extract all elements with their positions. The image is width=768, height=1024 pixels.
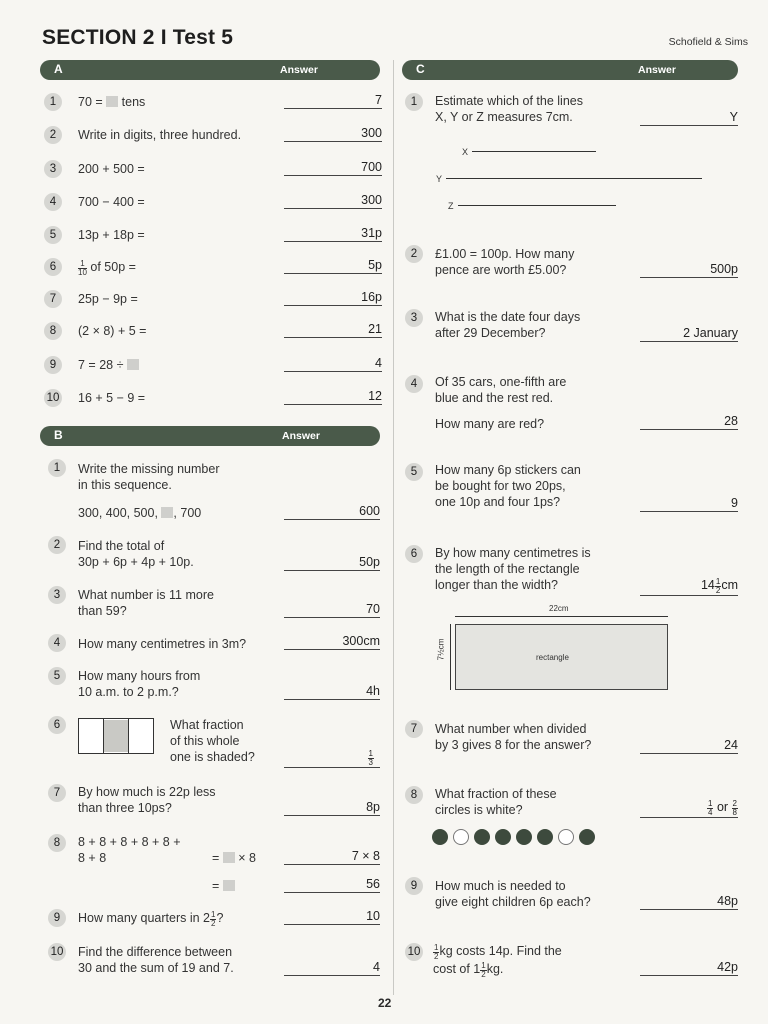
answer-field[interactable]: 12 (284, 389, 382, 405)
question-number: 8 (405, 786, 423, 804)
answer-field[interactable]: 28 (640, 414, 738, 430)
answer-field[interactable]: 42p (640, 960, 738, 976)
question-text: longer than the width? (435, 578, 559, 592)
question-number: 1 (405, 93, 423, 111)
answer-field[interactable]: 500p (640, 262, 738, 278)
answer-field[interactable]: 50p (284, 555, 380, 571)
question-b4: How many centimetres in 3m? (78, 637, 247, 651)
question-number: 6 (405, 545, 423, 563)
question-b1 (78, 461, 220, 493)
answer-field[interactable]: 2 January (640, 326, 738, 342)
fraction-numerator: 1 (434, 943, 439, 952)
shaded-circle (474, 829, 490, 845)
fraction-numerator: 1 (78, 260, 87, 269)
answer-field[interactable]: 7 (284, 93, 382, 109)
question-text: What fraction (170, 718, 244, 732)
fraction-denominator: 10 (78, 268, 87, 277)
divider-line (128, 718, 129, 754)
blank-box (106, 96, 118, 107)
question-text: than three 10ps? (78, 801, 172, 815)
question-b10 (78, 944, 234, 976)
answer-field[interactable]: 10 (284, 909, 380, 925)
answer-field[interactable] (640, 578, 738, 596)
question-text: ? (216, 911, 224, 925)
equation-step (212, 878, 235, 894)
question-number: 3 (44, 160, 62, 178)
shaded-circle (579, 829, 595, 845)
fraction-numerator: 1 (708, 799, 713, 808)
question-number: 10 (48, 943, 66, 961)
question-text: How many are red? (435, 417, 545, 431)
sequence-text: , 700 (173, 506, 202, 520)
question-number: 5 (48, 667, 66, 685)
sequence-text: 300, 400, 500, (78, 506, 158, 520)
question-text: What fraction of these (435, 787, 557, 801)
question-text: kg costs 14p. Find the (439, 944, 562, 958)
question-c9 (435, 878, 591, 910)
question-b8 (78, 834, 181, 866)
question-text: 10 a.m. to 2 p.m.? (78, 685, 179, 699)
fraction-denominator: 2 (434, 952, 439, 961)
question-a8: (2 × 8) + 5 = (78, 324, 147, 338)
question-number: 9 (48, 909, 66, 927)
fraction-denominator: 2 (715, 586, 721, 595)
blank-box (223, 852, 235, 863)
question-text: Write the missing number (78, 462, 220, 476)
question-number: 1 (44, 93, 62, 111)
question-text: By how much is 22p less (78, 785, 216, 799)
question-number: 9 (44, 356, 62, 374)
question-text: in this sequence. (78, 478, 172, 492)
answer-field[interactable]: 600 (284, 504, 380, 520)
question-text: Of 35 cars, one-fifth are (435, 375, 567, 389)
question-c4 (435, 374, 566, 406)
question-text: be bought for two 20ps, (435, 479, 566, 493)
question-number: 8 (48, 834, 66, 852)
question-number: 7 (44, 290, 62, 308)
question-text: How many 6p stickers can (435, 463, 581, 477)
question-b7 (78, 784, 216, 816)
fraction-denominator: 2 (211, 919, 216, 928)
answer-field[interactable]: 9 (640, 496, 738, 512)
question-c3 (435, 309, 580, 341)
question-c5 (435, 462, 581, 510)
answer-unit: cm (721, 578, 738, 592)
fraction-numerator: 1 (481, 961, 486, 970)
blank-box (223, 880, 235, 891)
question-c8 (435, 786, 557, 818)
question-number: 8 (44, 322, 62, 340)
question-number: 5 (44, 226, 62, 244)
white-circle (453, 829, 469, 845)
question-a4: 700 − 400 = (78, 195, 145, 209)
question-number: 4 (44, 193, 62, 211)
question-text: give eight children 6p each? (435, 895, 591, 909)
section-c-answer-header: Answer (638, 64, 676, 76)
question-number: 3 (405, 309, 423, 327)
blank-box (161, 507, 173, 518)
rect-label: rectangle (536, 653, 569, 662)
or-text: or (716, 800, 729, 814)
question-text: 70 = (78, 95, 103, 109)
question-number: 4 (48, 634, 66, 652)
section-a-answer-header: Answer (280, 64, 318, 76)
answer-field[interactable]: 56 (284, 877, 380, 893)
divider-line (103, 718, 104, 754)
question-b2 (78, 538, 194, 570)
question-text: £1.00 = 100p. How many (435, 247, 575, 261)
question-text: How many quarters in 2 (78, 911, 211, 925)
question-text: How many hours from (78, 669, 201, 683)
shaded-circle (495, 829, 511, 845)
question-text: of this whole (170, 734, 240, 748)
sequence (78, 505, 201, 521)
line-x (472, 151, 596, 152)
question-text: 7 = 28 ÷ (78, 358, 124, 372)
answer-field[interactable]: 300 (284, 126, 382, 142)
answer-field[interactable]: 4 (284, 960, 380, 976)
fraction (732, 800, 738, 817)
question-number: 7 (48, 784, 66, 802)
section-a-label: A (54, 62, 63, 76)
question-number: 7 (405, 720, 423, 738)
section-a-header (40, 60, 380, 80)
page-number: 22 (378, 996, 392, 1010)
answer-field[interactable] (640, 800, 738, 818)
question-number: 3 (48, 586, 66, 604)
white-circle (558, 829, 574, 845)
question-number: 5 (405, 463, 423, 481)
equation-text: × 8 (234, 851, 256, 865)
answer-field[interactable]: 7 × 8 (284, 849, 380, 865)
question-b3 (78, 587, 214, 619)
question-text: circles is white? (435, 803, 523, 817)
question-text: pence are worth £5.00? (435, 263, 567, 277)
fraction-denominator: 8 (732, 808, 737, 817)
column-divider (393, 60, 394, 995)
question-number: 1 (48, 459, 66, 477)
question-text: than 59? (78, 604, 127, 618)
blank-box (127, 359, 139, 370)
section-c-header (402, 60, 738, 80)
question-b5 (78, 668, 200, 700)
question-text: after 29 December? (435, 326, 546, 340)
answer-field[interactable]: 24 (640, 738, 738, 754)
answer-field[interactable]: 16p (284, 290, 382, 306)
fraction (368, 750, 374, 767)
question-a3: 200 + 500 = (78, 162, 145, 176)
fraction-denominator: 2 (481, 970, 486, 979)
equation-step (212, 850, 256, 866)
line-x-label: X (462, 147, 469, 157)
question-b6 (170, 717, 255, 765)
question-text: X, Y or Z measures 7cm. (435, 110, 573, 124)
shaded-circle (432, 829, 448, 845)
answer-field[interactable]: 4 (284, 356, 382, 372)
answer-field[interactable]: 4h (284, 684, 380, 700)
question-number: 9 (405, 877, 423, 895)
question-a1 (78, 94, 145, 110)
fraction-numerator: 1 (211, 910, 216, 919)
width-arrow (455, 616, 668, 617)
rect-width-label: 22cm (549, 604, 569, 613)
answer-field[interactable]: 700 (284, 160, 382, 176)
question-number: 2 (48, 536, 66, 554)
shaded-part (104, 720, 128, 752)
fraction-denominator: 4 (708, 808, 713, 817)
question-text: the length of the rectangle (435, 562, 580, 576)
question-number: 2 (44, 126, 62, 144)
fraction-denominator: 3 (368, 758, 373, 767)
fraction-numerator: 1 (368, 749, 373, 758)
question-c2 (435, 246, 574, 278)
question-a6 (78, 259, 136, 277)
answer-field[interactable]: 31p (284, 226, 382, 242)
height-arrow (450, 624, 451, 690)
fraction-numerator: 2 (732, 799, 737, 808)
question-text: blue and the rest red. (435, 391, 554, 405)
question-b9 (78, 910, 223, 928)
answer-field[interactable]: 8p (284, 800, 380, 816)
question-c1 (435, 93, 583, 125)
question-text: Estimate which of the lines (435, 94, 583, 108)
answer-field[interactable]: 5p (284, 258, 382, 274)
answer-whole: 14 (700, 578, 715, 592)
question-number: 6 (48, 716, 66, 734)
question-number: 6 (44, 258, 62, 276)
question-text: 8 + 8 (78, 851, 107, 865)
answer-field[interactable]: 21 (284, 322, 382, 338)
question-c10 (433, 943, 562, 979)
equation-text: = (212, 879, 223, 893)
page-title: SECTION 2 I Test 5 (42, 26, 234, 49)
shaded-circle (537, 829, 553, 845)
line-z-label: Z (448, 201, 454, 211)
answer-field[interactable] (284, 750, 380, 768)
line-y (446, 178, 702, 179)
shaded-circle (516, 829, 532, 845)
line-y-label: Y (436, 174, 443, 184)
fraction-numerator: 1 (715, 577, 721, 586)
question-number: 10 (44, 389, 62, 407)
answer-field[interactable]: 48p (640, 894, 738, 910)
section-b-label: B (54, 428, 63, 442)
answer-field[interactable]: 70 (284, 602, 380, 618)
question-a9 (78, 357, 139, 373)
question-text: tens (121, 95, 146, 109)
question-text: How much is needed to (435, 879, 566, 893)
question-text: 8 + 8 + 8 + 8 + 8 + (78, 835, 181, 849)
question-number: 2 (405, 245, 423, 263)
question-text: one 10p and four 1ps? (435, 495, 561, 509)
question-text: What number when divided (435, 722, 587, 736)
question-a5: 13p + 18p = (78, 228, 145, 242)
question-text: by 3 gives 8 for the answer? (435, 738, 592, 752)
answer-field[interactable]: 300 (284, 193, 382, 209)
question-text: 30p + 6p + 4p + 10p. (78, 555, 194, 569)
section-b-answer-header: Answer (282, 430, 320, 442)
question-c6 (435, 545, 591, 593)
question-text: cost of 1 (433, 962, 481, 976)
question-text: 30 and the sum of 19 and 7. (78, 961, 234, 975)
section-b-header (40, 426, 380, 446)
question-number: 10 (405, 943, 423, 961)
question-a7: 25p − 9p = (78, 292, 138, 306)
question-text: one is shaded? (170, 750, 255, 764)
question-a10: 16 + 5 − 9 = (78, 391, 146, 405)
question-text: By how many centimetres is (435, 546, 591, 560)
question-a2: Write in digits, three hundred. (78, 128, 242, 142)
fraction (707, 800, 713, 817)
question-text: Find the total of (78, 539, 165, 553)
line-z (458, 205, 616, 206)
question-text: kg. (486, 962, 504, 976)
publisher-name: Schofield & Sims (668, 36, 748, 48)
answer-field[interactable]: 300cm (284, 634, 380, 650)
answer-field[interactable]: Y (640, 110, 738, 126)
question-number: 4 (405, 375, 423, 393)
equation-text: = (212, 851, 223, 865)
question-text: Find the difference between (78, 945, 233, 959)
question-text: What is the date four days (435, 310, 581, 324)
rect-height-label: 7½cm (436, 638, 446, 661)
question-text: of 50p = (90, 260, 136, 274)
question-c7 (435, 721, 591, 753)
section-c-label: C (416, 62, 425, 76)
fraction (78, 260, 87, 277)
question-text: What number is 11 more (78, 588, 214, 602)
